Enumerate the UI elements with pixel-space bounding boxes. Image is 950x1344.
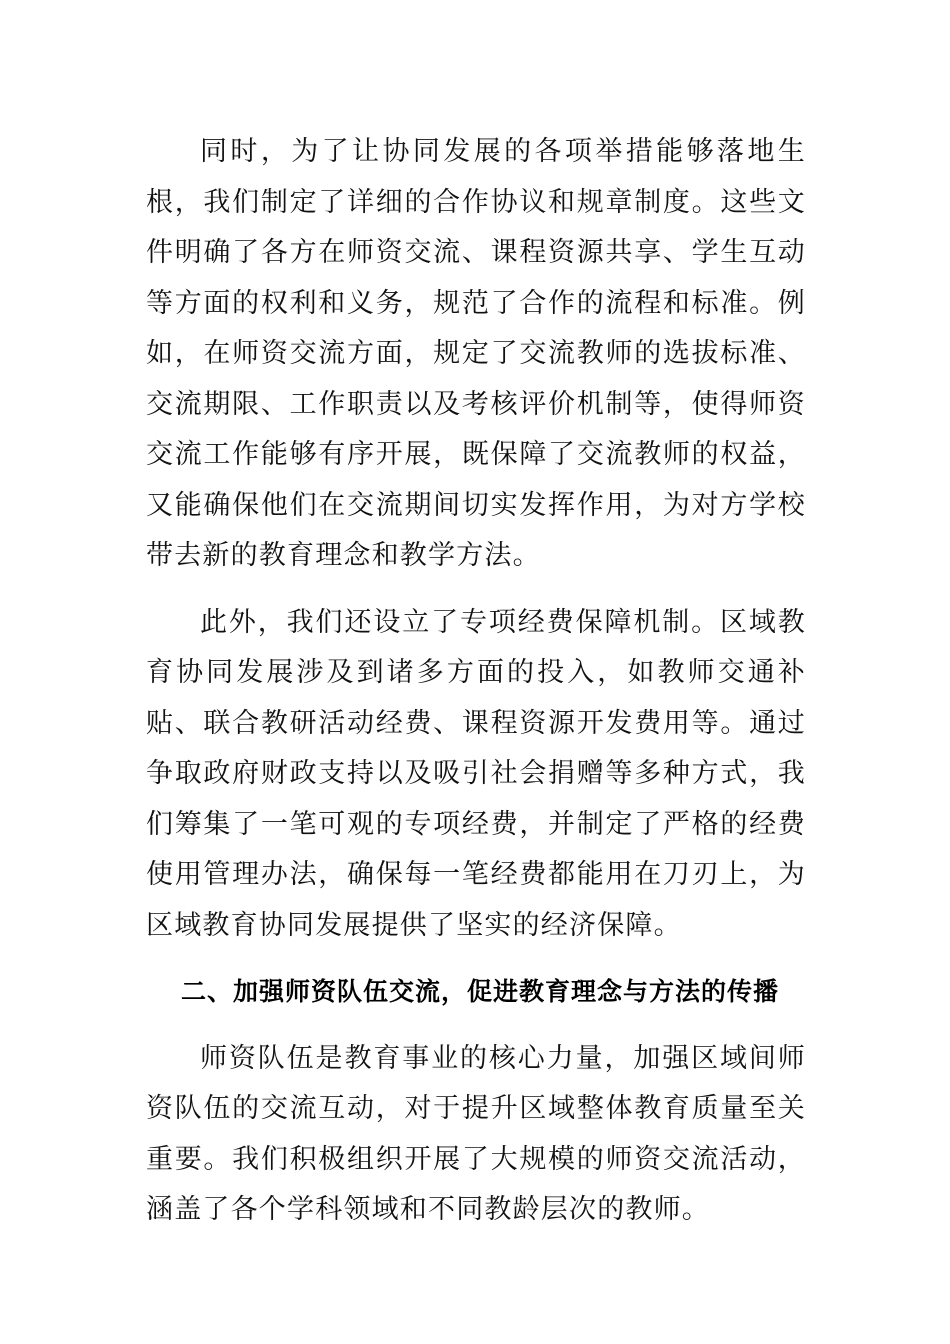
section-heading: 二、加强师资队伍交流，促进教育理念与方法的传播 <box>181 977 780 1006</box>
body-paragraph-2: 此外，我们还设立了专项经费保障机制。区域教育协同发展涉及到诸多方面的投入，如教师交通补贴、联合教研活动经费、课程资源开发费用等。通过争取政府财政支持以及吸引社会捐赠等多种方式，我们筹集了一笔可观的专项经费，并制定了严格的经费使用管理办法，确保每一笔经费都能用在刀刃上，为区域教育协同发展提供了坚实的经济保障。 <box>146 606 806 941</box>
document-body <box>146 127 806 1252</box>
body-paragraph-3: 师资队伍是教育事业的核心力量，加强区域间师资队伍的交流互动，对于提升区域整体教育质量至关重要。我们积极组织开展了大规模的师资交流活动，涵盖了各个学科领域和不同教龄层次的教师。 <box>146 1042 806 1225</box>
body-paragraph-1: 同时，为了让协同发展的各项举措能够落地生根，我们制定了详细的合作协议和规章制度。这些文件明确了各方在师资交流、课程资源共享、学生互动等方面的权利和义务，规范了合作的流程和标准。例如，在师资交流方面，规定了交流教师的选拔标准、交流期限、工作职责以及考核评价机制等，使得师资交流工作能够有序开展，既保障了交流教师的权益，又能确保他们在交流期间切实发挥作用，为对方学校带去新的教育理念和教学方法。 <box>146 136 806 571</box>
